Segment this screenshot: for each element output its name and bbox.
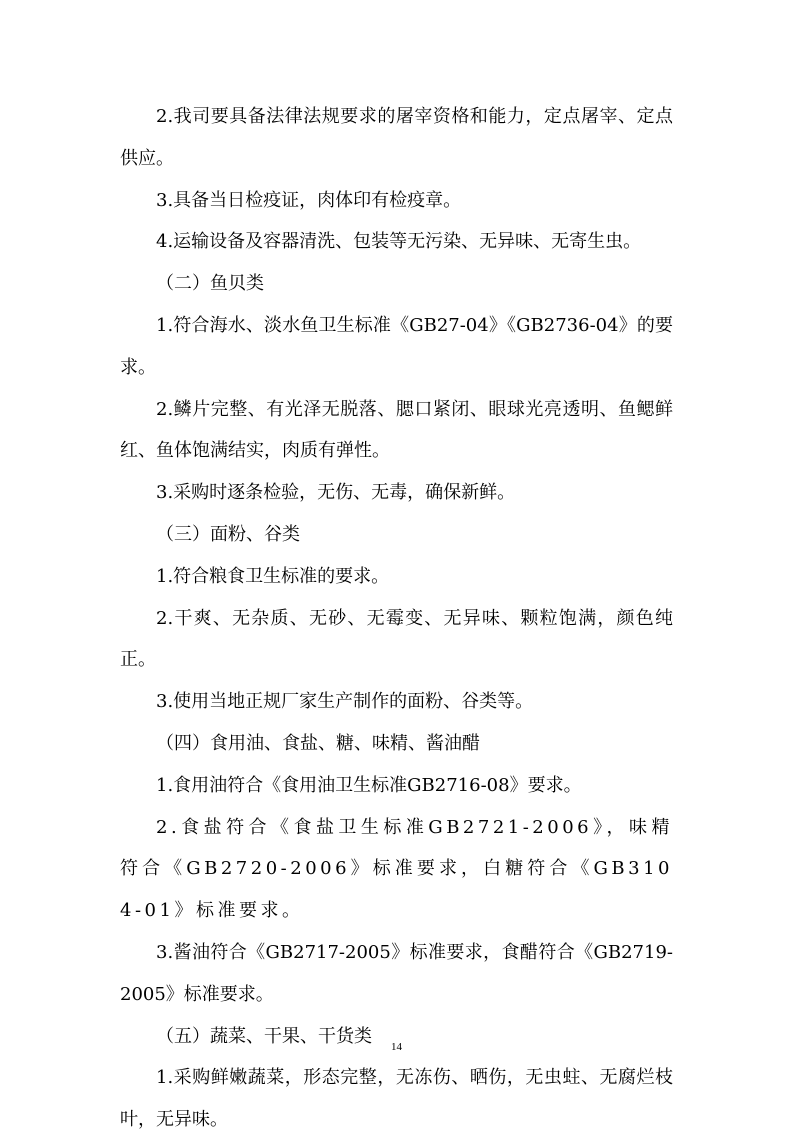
paragraph-fish-inspection: 3.采购时逐条检验，无伤、无毒，确保新鲜。 <box>156 482 516 504</box>
paragraph-salt-msg-sugar-standard: 2.食盐符合《食盐卫生标准GB2721-2006》，味精符合《GB2720-2006》标准要求，白糖符合《GB3104-01》标准要求。 <box>120 816 673 922</box>
paragraph-edible-oil-standard: 1.食用油符合《食用油卫生标准GB2716-08》要求。 <box>156 774 582 796</box>
section-heading-vegetables-dried: （五）蔬菜、干果、干货类 <box>156 1025 372 1047</box>
paragraph-fish-freshness: 2.鳞片完整、有光泽无脱落、腮口紧闭、眼球光亮透明、鱼鳃鲜红、鱼体饱满结实，肉质有弹性。 <box>120 398 673 462</box>
paragraph-fish-hygiene-standard: 1.符合海水、淡水鱼卫生标准《GB27-04》《GB2736-04》的要求。 <box>120 314 673 378</box>
paragraph-quarantine-certificate: 3.具备当日检疫证，肉体印有检疫章。 <box>156 189 462 211</box>
section-heading-oil-salt-sugar: （四）食用油、食盐、糖、味精、酱油醋 <box>156 732 480 754</box>
paragraph-soy-vinegar-standard: 3.酱油符合《GB2717-2005》标准要求，食醋符合《GB2719-2005》标准要求。 <box>120 941 673 1005</box>
paragraph-grain-hygiene-standard: 1.符合粮食卫生标准的要求。 <box>156 565 390 587</box>
page-number: 14 <box>391 1041 402 1053</box>
section-heading-fish-shellfish: （二）鱼贝类 <box>156 273 264 295</box>
paragraph-slaughter-qualification: 2.我司要具备法律法规要求的屠宰资格和能力，定点屠宰、定点供应。 <box>120 106 673 169</box>
section-heading-flour-grain: （三）面粉、谷类 <box>156 523 300 545</box>
paragraph-vegetable-purchase: 1.采购鲜嫩蔬菜，形态完整，无冻伤、晒伤，无虫蛀、无腐烂枝叶，无异味。 <box>120 1067 673 1131</box>
paragraph-grain-source: 3.使用当地正规厂家生产制作的面粉、谷类等。 <box>156 691 534 713</box>
paragraph-grain-quality: 2.干爽、无杂质、无砂、无霉变、无异味、颗粒饱满，颜色纯正。 <box>120 607 673 671</box>
paragraph-transport-equipment: 4.运输设备及容器清洗、包装等无污染、无异味、无寄生虫。 <box>156 231 642 253</box>
document-body <box>120 96 673 1141</box>
